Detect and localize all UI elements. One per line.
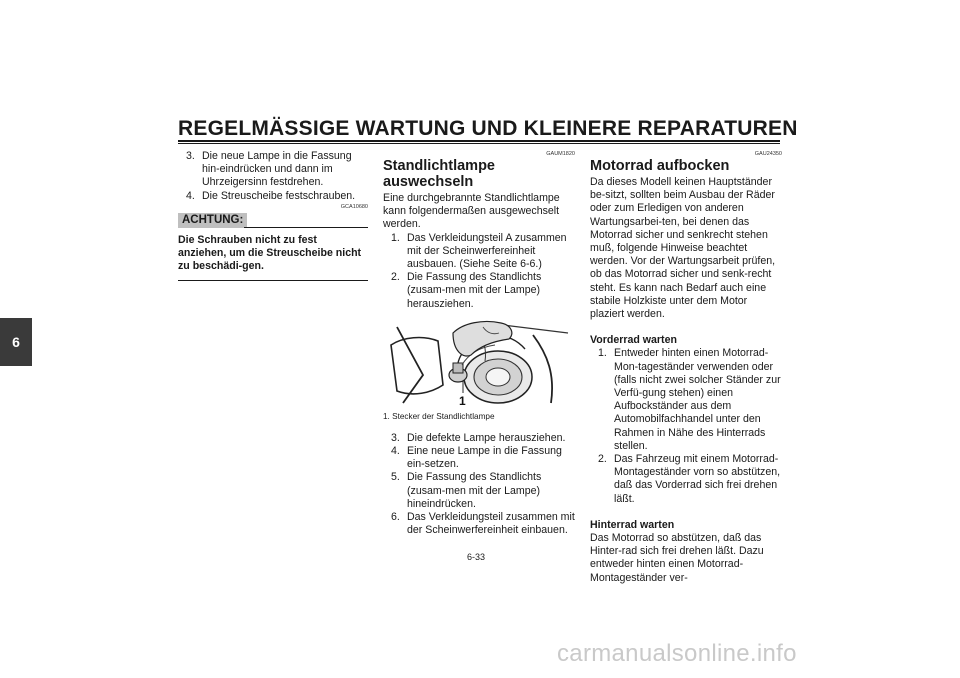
figure-callout: 1 — [459, 393, 466, 408]
chapter-tab: 6 — [0, 318, 32, 366]
step-number: 5. — [391, 471, 400, 484]
step-number: 3. — [186, 150, 195, 162]
list-item — [178, 190, 368, 203]
list-item — [383, 445, 575, 471]
list-item — [590, 453, 782, 506]
step-text: Die Fassung des Standlichts (zusam-men mit der Lampe) herausziehen. — [407, 271, 542, 310]
headlight-figure — [383, 315, 575, 409]
list-item — [383, 232, 575, 272]
step-list — [590, 347, 782, 505]
step-text: Das Verkleidungsteil zusammen mit der Scheinwerfereinheit einbauen. — [407, 511, 575, 537]
step-text: Das Verkleidungsteil A zusammen mit der Scheinwerfereinheit ausbauen. (Siehe Seite 6-6.) — [407, 231, 567, 271]
caution-box — [178, 212, 368, 230]
section-code: GAUM1820 — [546, 151, 575, 157]
column-2 — [383, 150, 575, 537]
step-number: 4. — [391, 445, 400, 458]
list-item — [590, 347, 782, 453]
step-text: Das Fahrzeug mit einem Motorrad-Montageständer vorn so abstützen, daß das Vorderrad sich frei drehen läßt. — [614, 453, 781, 505]
column-3 — [590, 150, 782, 585]
page-title: REGELMÄSSIGE WARTUNG UND KLEINERE REPARATUREN — [178, 117, 798, 140]
page-number: 6-33 — [467, 552, 486, 562]
list-item — [383, 471, 575, 511]
step-text: Die neue Lampe in die Fassung hin-eindrücken und dann im Uhrzeigersinn festdrehen. — [202, 150, 352, 189]
step-list — [178, 150, 368, 203]
step-number: 1. — [391, 231, 400, 244]
column-1 — [178, 150, 368, 281]
step-text: Entweder hinten einen Motorrad-Mon-tageständer verwenden oder (falls nicht zwei solcher Ständer zur Verfü-gung stehen) einen Aufbockständer aus dem Automobilfachhandel unter den Rahmen in Nähe des Hinterrads stellen. — [614, 347, 781, 452]
step-text: Die defekte Lampe herausziehen. — [407, 431, 566, 444]
list-item — [383, 432, 575, 445]
step-list — [383, 432, 575, 538]
step-number: 2. — [598, 453, 607, 466]
step-number: 4. — [186, 189, 195, 202]
section-code: GAU24350 — [754, 151, 782, 157]
spacer — [590, 506, 782, 519]
section-heading: Motorrad aufbocken — [590, 158, 730, 174]
list-item — [383, 511, 575, 537]
spacer — [590, 321, 782, 334]
section-heading: Standlichtlampe auswechseln — [383, 158, 495, 190]
step-number: 3. — [391, 431, 400, 444]
headlight-illustration — [383, 315, 575, 409]
caution-code: GCA10680 — [340, 203, 368, 210]
section-intro: Da dieses Modell keinen Hauptständer be-sitzt, sollten beim Ausbau der Räder oder zum Erledigen von anderen Wartungsarbei-ten, bei denen das Motorrad sicher und senkrecht stehen muß, folgende Hinweise beachtet werden. Vor der Wartungsarbeit prüfen, ob das Motorrad sicher und senk-recht steht. Es kann nach Bedarf auch eine stabile Holzkiste unter dem Motor plaziert werden. — [590, 176, 776, 321]
step-text: Die Streuscheibe festschrauben. — [202, 189, 356, 202]
figure-caption: 1. Stecker der Standlichtlampe — [383, 411, 495, 421]
caution-badge: ACHTUNG: — [178, 213, 247, 228]
watermark: carmanualsonline.info — [557, 640, 797, 667]
step-text: Eine neue Lampe in die Fassung ein-setzen. — [407, 445, 562, 471]
rear-text: Das Motorrad so abstützen, daß das Hinter-rad sich frei drehen läßt. Dazu entweder hinten einen Motorrad-Montageständer ver- — [590, 532, 764, 584]
list-item — [383, 271, 575, 311]
step-number: 2. — [391, 271, 400, 284]
title-rule — [178, 140, 780, 142]
section-intro: Eine durchgebrannte Standlichtlampe kann folgendermaßen ausgewechselt werden. — [383, 192, 560, 231]
step-number: 1. — [598, 347, 607, 360]
title-rule-thin — [178, 143, 780, 144]
caution-end-rule — [178, 280, 368, 281]
subheading-rear: Hinterrad warten — [590, 518, 675, 531]
list-item — [178, 150, 368, 190]
subheading-front: Vorderrad warten — [590, 334, 677, 347]
step-number: 6. — [391, 511, 400, 524]
step-text: Die Fassung des Standlichts (zusam-men mit der Lampe) hineindrücken. — [407, 471, 542, 510]
caution-rule — [244, 227, 368, 228]
caution-text: Die Schrauben nicht zu fest anziehen, um die Streuscheibe nicht zu beschädi-gen. — [178, 233, 362, 273]
step-list — [383, 232, 575, 311]
